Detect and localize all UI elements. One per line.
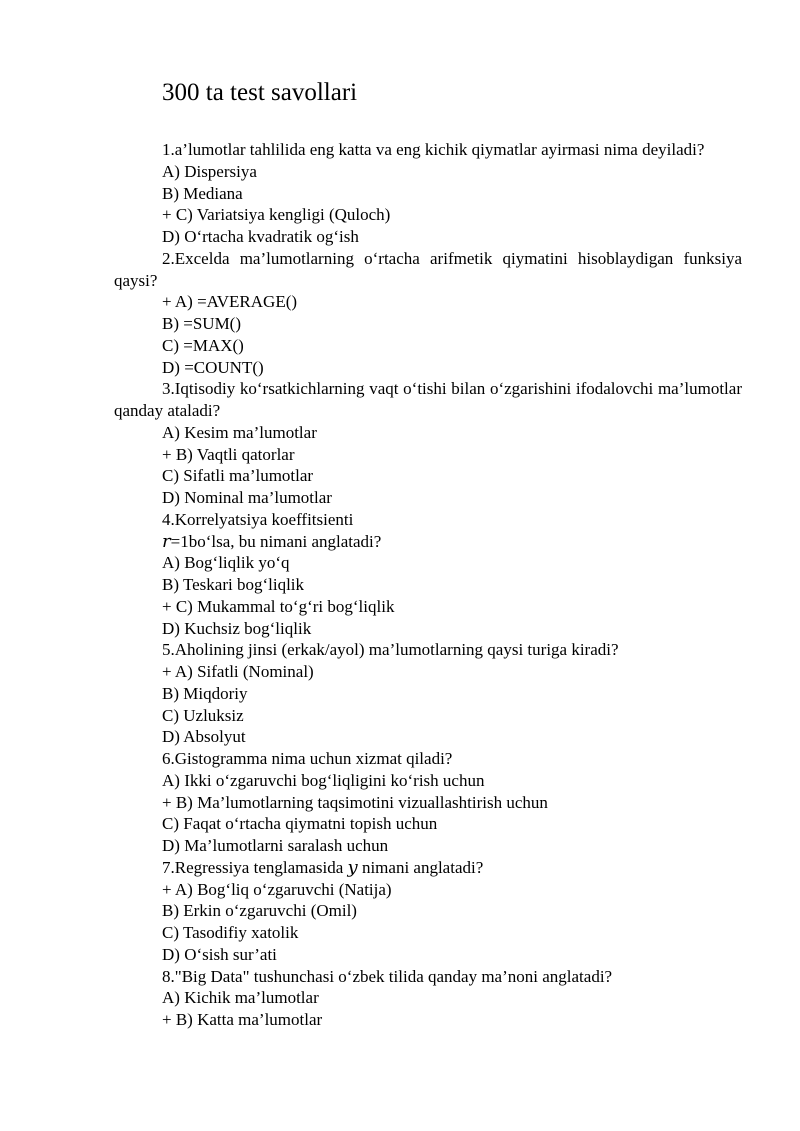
answer-option: B) Teskari bog‘liqlik xyxy=(162,575,305,594)
answer-option: C) Sifatli ma’lumotlar xyxy=(162,466,314,486)
answer-option: A) Kichik ma’lumotlar xyxy=(162,988,319,1008)
answer-option: D) Ma’lumotlarni saralash uchun xyxy=(162,836,389,855)
question-text: 5.Aholining jinsi (erkak/ayol) ma’lumotlarning qaysi turiga kiradi? xyxy=(162,640,619,660)
answer-option: + A) Bog‘liq o‘zgaruvchi (Natija) xyxy=(162,879,392,899)
answer-option: + C) Variatsiya kengligi (Quloch) xyxy=(162,205,391,225)
question-text-after: nimani anglatadi? xyxy=(361,857,484,877)
page-title: 300 ta test savollari xyxy=(162,79,358,106)
answer-option: + B) Katta ma’lumotlar xyxy=(162,1010,323,1029)
question-text-before: 7.Regressiya tenglamasida xyxy=(162,857,344,877)
answer-option: A) Dispersiya xyxy=(162,161,257,181)
answer-option: D) Nominal ma’lumotlar xyxy=(162,488,332,507)
answer-option: + A) Sifatli (Nominal) xyxy=(162,662,314,681)
answer-option: + B) Vaqtli qatorlar xyxy=(162,444,295,464)
answer-option: B) Erkin o‘zgaruvchi (Omil) xyxy=(162,901,357,921)
answer-option: C) Tasodifiy xatolik xyxy=(162,923,299,942)
question-text: 3.Iqtisodiy ko‘rsatkichlarning vaqt o‘tishi bilan o‘zgarishini ifodalovchi ma’lumotlar qanday ataladi? xyxy=(114,379,742,420)
math-variable-r: r xyxy=(162,530,171,552)
math-variable-y: y xyxy=(347,856,358,878)
answer-option: D) O‘rtacha kvadratik og‘ish xyxy=(162,227,359,246)
answer-option: D) Absolyut xyxy=(162,727,246,747)
question-text xyxy=(114,857,742,879)
answer-option: D) Kuchsiz bog‘liqlik xyxy=(162,618,312,638)
answer-option: C) Faqat o‘rtacha qiymatni topish uchun xyxy=(162,814,438,834)
answer-option: A) Kesim ma’lumotlar xyxy=(162,422,317,442)
answer-option: + B) Ma’lumotlarning taqsimotini vizuallashtirish uchun xyxy=(162,792,548,812)
question-text-after: =1bo‘lsa, bu nimani anglatadi? xyxy=(170,531,382,551)
answer-option: + A) =AVERAGE() xyxy=(162,292,298,312)
answer-option: + C) Mukammal to‘g‘ri bog‘liqlik xyxy=(162,596,395,616)
answer-option: D) O‘sish sur’ati xyxy=(162,944,277,964)
question-text: 6.Gistogramma nima uchun xizmat qiladi? xyxy=(162,749,453,768)
answer-option: B) =SUM() xyxy=(162,314,242,333)
question-text: 2.Excelda ma’lumotlarning o‘rtacha arifmetik qiymatini hisoblaydigan funksiya qaysi? xyxy=(114,248,742,290)
answer-option: A) Ikki o‘zgaruvchi bog‘liqligini ko‘rish uchun xyxy=(162,770,485,790)
question-list xyxy=(114,139,742,1031)
answer-option: B) Miqdoriy xyxy=(162,683,248,703)
question-text: 1.a’lumotlar tahlilida eng katta va eng kichik qiymatlar ayirmasi nima deyiladi? xyxy=(162,140,705,159)
question-text: 4.Korrelyatsiya koeffitsienti xyxy=(162,509,354,529)
answer-option: C) =MAX() xyxy=(162,335,244,355)
answer-option: A) Bog‘liqlik yo‘q xyxy=(162,553,290,573)
answer-option: D) =COUNT() xyxy=(162,357,264,377)
question-text-continued xyxy=(114,531,742,553)
answer-option: B) Mediana xyxy=(162,183,243,203)
answer-option: C) Uzluksiz xyxy=(162,705,244,725)
question-text: 8."Big Data" tushunchasi o‘zbek tilida qanday ma’noni anglatadi? xyxy=(162,966,613,986)
